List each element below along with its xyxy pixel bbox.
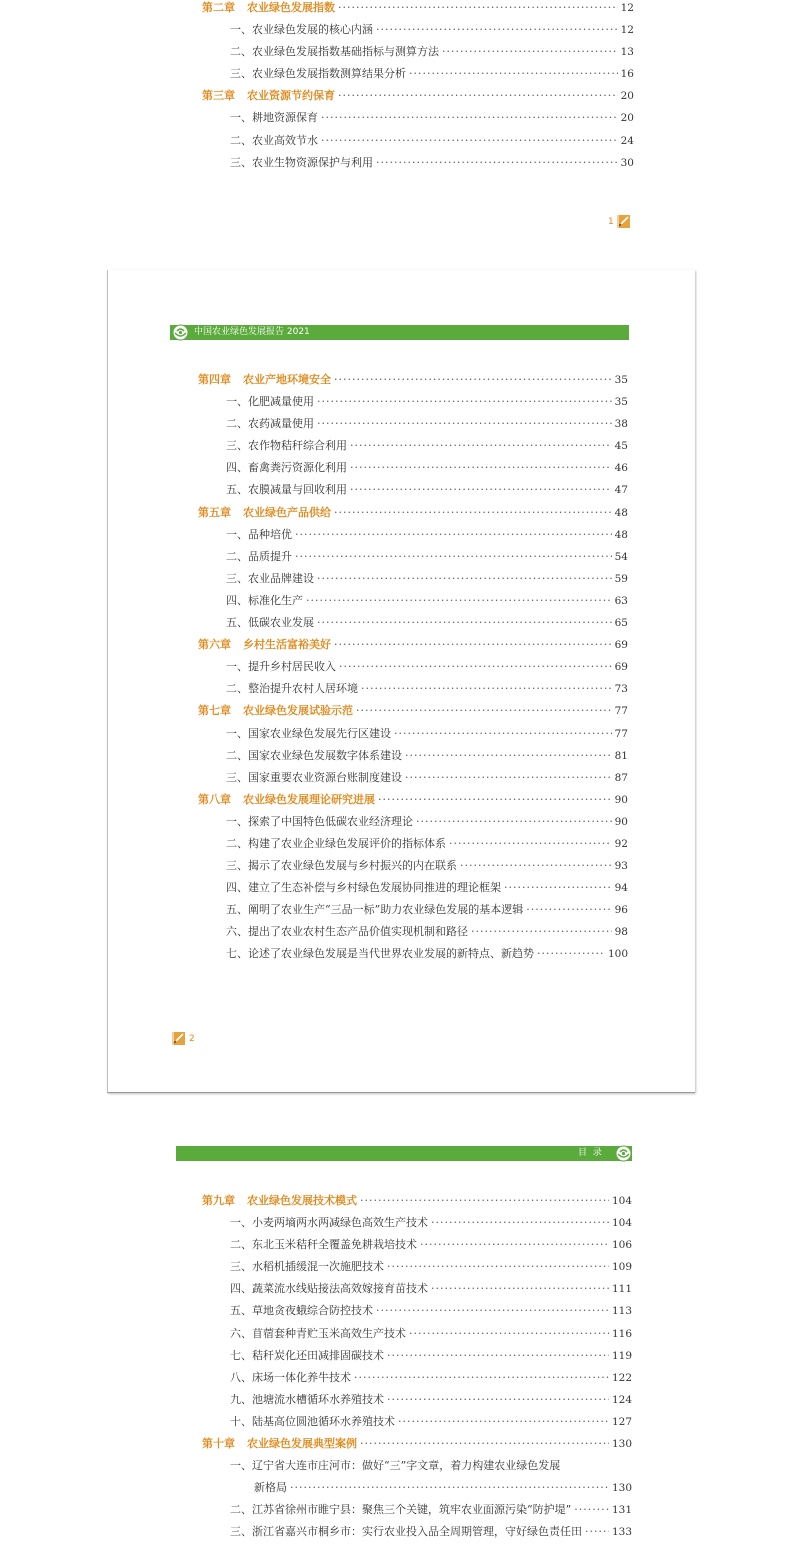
toc-section-entry [202,1389,632,1411]
toc-row [230,19,634,41]
chapter-title: 农业资源节约保育 [247,89,335,103]
dot-leader [442,41,618,63]
toc-row [226,723,628,745]
toc-page-number: 38 [614,418,628,431]
toc-page-number: 13 [620,46,634,59]
toc-page-number: 92 [614,837,628,850]
toc-page-number: 90 [614,815,628,828]
toc-page-number: 35 [614,374,628,386]
toc-entry-title: 一、耕地资源保育 [230,111,318,125]
toc-entry-title: 四、畜禽粪污资源化利用 [226,461,347,475]
toc-section-entry [198,546,628,568]
header-title: 目 录 [578,1148,602,1158]
toc-entry-title: 一、提升乡村居民收入 [226,660,336,674]
toc-chapter-entry [198,789,628,811]
toc-row [198,789,628,811]
dot-leader [338,85,618,107]
toc-chapter-entry [202,0,634,19]
dot-leader [504,877,612,899]
toc-row [202,0,634,19]
toc-row [226,899,628,921]
toc-page-number: 96 [614,904,628,917]
dot-leader [295,546,612,568]
dot-leader [376,152,618,174]
chapter-title: 农业绿色发展技术模式 [247,1194,357,1207]
dot-leader [431,1278,609,1300]
report-logo-icon [172,324,189,341]
toc-section-entry [198,479,628,501]
chapter-title: 农业绿色发展典型案例 [247,1437,357,1451]
dot-leader [398,1411,609,1433]
dot-leader [317,413,612,435]
toc-entry-title: 九、池塘流水槽循环水养殖技术 [230,1392,384,1406]
toc-page-number: 20 [620,112,634,125]
chapter-number: 第九章 [202,1194,235,1207]
toc-entry-title [198,502,331,524]
toc-entry-title: 二、构建了农业企业绿色发展评价的指标体系 [226,836,446,850]
toc-page-number: 131 [611,1504,632,1517]
toc-section-entry [202,1323,632,1345]
toc-entry-title: 二、品质提升 [226,549,292,563]
toc-section-entry [198,457,628,479]
toc-section-entry [202,1411,632,1433]
toc-page-number: 45 [614,440,628,453]
chapter-title: 乡村生活富裕美好 [243,638,331,652]
toc-row [202,1433,632,1455]
dot-leader [356,700,612,722]
toc-page-number: 98 [614,926,628,939]
toc-row [230,1367,632,1389]
toc-row [226,457,628,479]
toc-section-entry [198,590,628,612]
chapter-number: 第二章 [202,1,235,14]
chapter-title: 农业绿色发展指数 [247,1,335,14]
toc-row [230,1300,632,1322]
header-bar [176,1146,632,1161]
chapter-number: 第七章 [198,704,231,718]
toc-entry-title: 二、江苏省徐州市睢宁县：聚焦三个关键，筑牢农业面源污染“防护堤” [230,1503,572,1517]
toc-list-page-1 [202,0,634,174]
toc-section-entry [198,899,628,921]
dot-leader [387,1256,609,1278]
toc-chapter-entry [198,369,628,391]
toc-page-number: 124 [611,1393,632,1406]
toc-entry-title: 三、农业生物资源保护与利用 [230,155,373,169]
toc-row [226,767,628,789]
toc-entry-title: 七、论述了农业绿色发展是当代世界农业发展的新特点、新趋势 [226,947,534,961]
toc-page-number: 35 [614,396,628,409]
dot-leader [376,19,618,41]
toc-page-number: 130 [611,1482,632,1495]
toc-row [202,85,634,107]
toc-page-number: 77 [614,705,628,718]
dot-leader [295,524,612,546]
toc-entry-title: 六、苜蓿套种青贮玉米高效生产技术 [230,1326,406,1340]
toc-row [226,546,628,568]
toc-page-number: 73 [614,683,628,696]
toc-section-entry [202,1455,632,1477]
toc-entry-title [202,1433,357,1455]
toc-entry-title: 二、整治提升农村人居环境 [226,682,358,696]
toc-page-number: 106 [611,1239,632,1252]
dot-leader [431,1212,609,1234]
toc-row [230,1521,632,1543]
chapter-title: 农业绿色发展理论研究进展 [243,792,375,806]
toc-row [226,413,628,435]
toc-entry-title: 三、农业绿色发展指数测算结果分析 [230,67,406,81]
toc-section-entry [202,1278,632,1300]
dot-leader [405,745,612,767]
toc-row [226,855,628,877]
toc-row [230,1256,632,1278]
toc-page-3 [110,1110,695,1546]
dot-leader [290,1477,609,1499]
toc-row [230,1323,632,1345]
toc-entry-title: 一、化肥减量使用 [226,395,314,409]
toc-entry-title: 二、东北玉米秸秆全覆盖免耕栽培技术 [230,1238,417,1252]
toc-entry-title: 一、小麦两墒两水两减绿色高效生产技术 [230,1216,428,1230]
toc-page-number: 113 [611,1305,632,1318]
toc-chapter-entry [198,502,628,524]
toc-entry-title: 四、建立了生态补偿与乡村绿色发展协同推进的理论框架 [226,881,501,895]
toc-row [202,1190,632,1212]
toc-section-entry [198,833,628,855]
toc-entry-title [202,0,335,19]
dot-leader [537,943,605,965]
header-title: 中国农业绿色发展报告 2021 [194,327,310,337]
dot-leader [306,590,612,612]
toc-row [230,41,634,63]
dot-leader [317,391,612,413]
toc-row [226,524,628,546]
dot-leader [350,479,612,501]
dot-leader [317,568,612,590]
toc-section-entry [202,107,634,129]
toc-list-page-2 [198,369,628,966]
toc-chapter-entry [202,1433,632,1455]
dot-leader [317,612,612,634]
toc-row [226,568,628,590]
dot-leader [409,1323,609,1345]
toc-entry-title: 七、秸秆炭化还田减排固碳技术 [230,1348,384,1362]
toc-section-entry [198,921,628,943]
toc-list-page-3 [202,1190,632,1544]
toc-section-entry [202,1499,632,1521]
dot-leader [449,833,612,855]
toc-page-number: 12 [620,24,634,37]
toc-entry-title: 三、农业品牌建设 [226,571,314,585]
toc-page-number: 12 [620,2,634,14]
dot-leader [387,1389,609,1411]
toc-entry-title: 一、国家农业绿色发展先行区建设 [226,726,391,740]
toc-page-number: 104 [611,1195,632,1207]
dot-leader [460,855,612,877]
dot-leader [334,369,612,391]
toc-page-number: 30 [620,156,634,169]
toc-row [198,369,628,391]
toc-row [230,1212,632,1234]
dot-leader [321,130,618,152]
toc-entry-title: 八、床场一体化养牛技术 [230,1370,351,1384]
toc-page-number: 47 [614,484,628,497]
page-number: 2 [189,1034,195,1044]
toc-entry-title: 二、农药减量使用 [226,417,314,431]
toc-entry-title: 十、陆基高位圆池循环水养殖技术 [230,1414,395,1428]
dot-leader [405,767,612,789]
toc-page-number: 104 [611,1217,632,1230]
toc-page-number: 90 [614,793,628,806]
toc-page-number: 100 [607,948,628,961]
toc-entry-title [198,789,375,811]
toc-section-entry [198,435,628,457]
toc-row [226,943,628,965]
toc-section-entry [202,1477,632,1499]
toc-page-number: 111 [611,1283,632,1296]
toc-entry-title: 二、农业高效节水 [230,133,318,147]
toc-chapter-entry [198,700,628,722]
toc-chapter-entry [202,85,634,107]
toc-row [226,656,628,678]
dot-leader [378,789,612,811]
toc-entry-title: 一、辽宁省大连市庄河市：做好“三”字文章，着力构建农业绿色发展 [230,1459,561,1473]
toc-page-number: 77 [614,727,628,740]
dot-leader [420,1234,609,1256]
chapter-number: 第五章 [198,505,231,519]
toc-entry-title: 五、阐明了农业生产“三品一标”助力农业绿色发展的基本逻辑 [226,903,524,917]
toc-row [230,1411,632,1433]
toc-row [230,1499,632,1521]
toc-row [198,502,628,524]
toc-entry-title [202,85,335,107]
toc-page-number: 127 [611,1415,632,1428]
toc-page-number: 94 [614,882,628,895]
toc-page-2 [107,270,695,1093]
toc-entry-title: 三、水稻机插缓混一次施肥技术 [230,1260,384,1274]
toc-row [226,811,628,833]
toc-section-entry [202,1521,632,1543]
dot-leader [376,1300,609,1322]
dot-leader [321,107,618,129]
toc-section-entry [202,1367,632,1389]
toc-row [230,63,634,85]
page-number: 1 [608,217,614,227]
toc-section-entry [202,130,634,152]
toc-section-entry [198,656,628,678]
toc-section-entry [198,811,628,833]
dot-leader [338,0,618,19]
toc-row [226,745,628,767]
toc-chapter-entry [198,634,628,656]
dot-leader [350,457,612,479]
dot-leader [471,921,612,943]
toc-section-entry [198,745,628,767]
toc-entry-title: 三、国家重要农业资源台账制度建设 [226,770,402,784]
toc-row [226,391,628,413]
toc-section-entry [198,943,628,965]
toc-row [226,590,628,612]
toc-entry-title: 新格局 [254,1481,287,1495]
toc-entry-title: 一、农业绿色发展的核心内涵 [230,23,373,37]
report-logo-icon [615,1145,632,1162]
toc-entry-title [198,700,353,722]
toc-page-number: 119 [611,1349,632,1362]
chapter-number: 第三章 [202,89,235,103]
toc-page-number: 122 [611,1371,632,1384]
toc-page-number: 109 [611,1261,632,1274]
toc-row [226,833,628,855]
toc-row [230,107,634,129]
toc-section-entry [202,1212,632,1234]
toc-section-entry [202,1300,632,1322]
toc-section-entry [198,524,628,546]
toc-entry-title: 一、品种培优 [226,527,292,541]
toc-section-entry [202,1345,632,1367]
toc-row [226,612,628,634]
toc-row [226,921,628,943]
dot-leader [361,678,612,700]
toc-page-number: 48 [614,528,628,541]
chapter-number: 第六章 [198,638,231,652]
chapter-number: 第四章 [198,373,231,386]
toc-section-entry [198,568,628,590]
dot-leader [360,1190,609,1212]
toc-section-entry [202,41,634,63]
toc-page-number: 69 [614,661,628,674]
chapter-number: 第十章 [202,1437,235,1451]
dot-leader [416,811,612,833]
dot-leader [339,656,612,678]
dot-leader [394,723,612,745]
toc-section-entry [198,723,628,745]
dot-leader [350,435,612,457]
toc-section-entry [202,19,634,41]
toc-row [230,130,634,152]
toc-row [254,1477,632,1499]
pen-icon [172,1032,185,1045]
toc-section-entry [198,391,628,413]
dot-leader [354,1367,609,1389]
toc-page-number: 54 [614,550,628,563]
toc-section-entry [198,678,628,700]
dot-leader [334,502,612,524]
toc-row [230,1234,632,1256]
chapter-title: 农业产地环境安全 [243,373,331,386]
toc-entry-title: 二、国家农业绿色发展数字体系建设 [226,748,402,762]
toc-row [226,479,628,501]
toc-page-number: 130 [611,1438,632,1451]
chapter-number: 第八章 [198,792,231,806]
toc-row [198,700,628,722]
toc-chapter-entry [202,1190,632,1212]
toc-entry-title: 五、草地贪夜蛾综合防控技术 [230,1304,373,1318]
dot-leader [585,1521,609,1543]
toc-page-number: 16 [620,68,634,81]
toc-section-entry [198,767,628,789]
dot-leader [526,899,611,921]
toc-entry-title: 二、农业绿色发展指数基础指标与测算方法 [230,45,439,59]
toc-entry-title [202,1190,357,1212]
chapter-title: 农业绿色产品供给 [243,505,331,519]
toc-entry-title: 五、低碳农业发展 [226,616,314,630]
toc-section-entry [198,855,628,877]
toc-row [226,678,628,700]
toc-page-number: 63 [614,594,628,607]
toc-entry-title: 三、揭示了农业绿色发展与乡村振兴的内在联系 [226,859,457,873]
pen-icon [617,215,630,228]
toc-section-entry [198,413,628,435]
toc-entry-title: 六、提出了农业农村生态产品价值实现机制和路径 [226,925,468,939]
toc-entry-title: 三、浙江省嘉兴市桐乡市：实行农业投入品全周期管理，守好绿色责任田 [230,1525,582,1539]
toc-entry-title: 三、农作物秸秆综合利用 [226,439,347,453]
toc-entry-title [198,634,331,656]
toc-section-entry [198,877,628,899]
toc-page-number: 87 [614,771,628,784]
toc-page-number: 93 [614,860,628,873]
toc-entry-title: 四、蔬菜流水线贴接法高效嫁接育苗技术 [230,1282,428,1296]
toc-page-number: 69 [614,639,628,652]
toc-section-entry [202,1256,632,1278]
toc-page-number: 59 [614,572,628,585]
toc-row [226,435,628,457]
dot-leader [409,63,618,85]
toc-entry-title: 五、农膜减量与回收利用 [226,483,347,497]
toc-row [226,877,628,899]
toc-entry-title: 一、探索了中国特色低碳农业经济理论 [226,814,413,828]
toc-page-number: 20 [620,90,634,103]
toc-section-entry [202,1234,632,1256]
toc-page-number: 81 [614,749,628,762]
toc-section-entry [198,612,628,634]
toc-page-number: 46 [614,462,628,475]
toc-row [230,1278,632,1300]
dot-leader [360,1433,609,1455]
dot-leader [574,1499,609,1521]
toc-page-number: 133 [611,1526,632,1539]
toc-row [230,1389,632,1411]
toc-page-number: 48 [614,506,628,519]
toc-section-entry [202,63,634,85]
toc-page-number: 116 [611,1327,632,1340]
toc-section-entry [202,152,634,174]
toc-row [230,152,634,174]
toc-row [230,1455,632,1477]
toc-entry-title [198,369,331,391]
dot-leader [387,1345,609,1367]
toc-entry-title: 四、标准化生产 [226,593,303,607]
toc-row [198,634,628,656]
toc-page-number: 65 [614,617,628,630]
toc-page-1 [110,0,695,255]
toc-row [230,1345,632,1367]
chapter-title: 农业绿色发展试验示范 [243,704,353,718]
toc-page-number: 24 [620,134,634,147]
dot-leader [334,634,612,656]
